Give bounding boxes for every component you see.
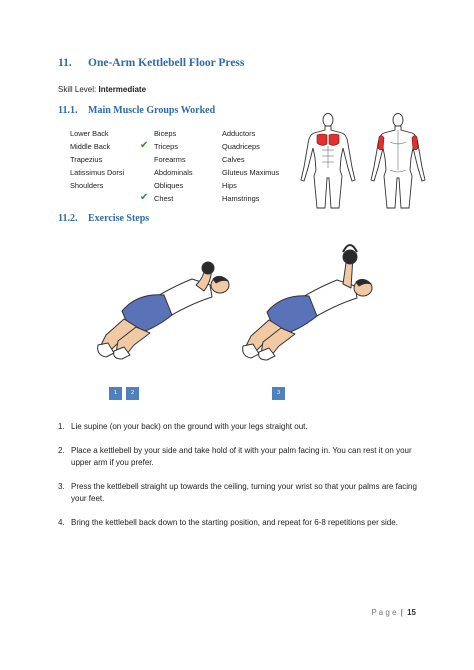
- steps-list: [58, 421, 418, 541]
- step-number: 2.: [58, 446, 65, 455]
- muscle-item: Obliques: [154, 181, 184, 190]
- body-figure-front: [298, 112, 358, 210]
- step-badge: 2: [126, 387, 139, 400]
- step-number: 1.: [58, 422, 65, 431]
- muscle-item: Middle Back: [70, 142, 111, 151]
- muscle-item: Lower Back: [70, 129, 109, 138]
- step-item: [58, 421, 418, 433]
- muscle-column-1: [70, 127, 160, 192]
- step-text: Lie supine (on your back) on the ground with your legs straight out.: [71, 422, 308, 431]
- exercise-illustration-start: [92, 255, 242, 360]
- muscle-item: Adductors: [222, 129, 256, 138]
- exercise-illustration-press: [235, 240, 385, 365]
- step-item: [58, 445, 418, 469]
- check-icon: ✔: [140, 192, 149, 203]
- muscle-item: Shoulders: [70, 181, 104, 190]
- muscle-item: Calves: [222, 155, 245, 164]
- step-text: Place a kettlebell by your side and take hold of it with your palm facing in. You can rest it on your upper arm if you prefer.: [71, 446, 412, 467]
- step-number: 3.: [58, 482, 65, 491]
- page-footer: [371, 608, 416, 617]
- muscles-heading-text: Main Muscle Groups Worked: [88, 105, 216, 116]
- muscle-item: Forearms: [154, 155, 186, 164]
- step-item: [58, 481, 418, 505]
- muscle-item: Gluteus Maximus: [222, 168, 280, 177]
- steps-heading-text: Exercise Steps: [88, 213, 150, 224]
- step-text: Press the kettlebell straight up towards the ceiling, turning your wrist so that your palms are facing your feet.: [71, 482, 417, 503]
- step-number: 4.: [58, 518, 65, 527]
- page-number: 15: [407, 608, 416, 617]
- muscle-item: Biceps: [154, 129, 177, 138]
- kettlebell: [343, 250, 357, 264]
- step-item: [58, 517, 418, 529]
- muscles-heading: [58, 105, 215, 116]
- step-badge: 1: [109, 387, 122, 400]
- body-figure-back: [368, 112, 428, 210]
- section-title-text: One-Arm Kettlebell Floor Press: [88, 57, 245, 69]
- section-title: [58, 57, 244, 69]
- muscle-item: Quadriceps: [222, 142, 260, 151]
- check-icon: ✔: [140, 140, 149, 151]
- footer-separator: |: [400, 608, 403, 617]
- page-label: P a g e: [371, 608, 397, 617]
- section-number: 11.: [58, 57, 72, 69]
- steps-heading-number: 11.2.: [58, 213, 78, 224]
- muscle-item: Hips: [222, 181, 237, 190]
- muscle-item: Trapezius: [70, 155, 103, 164]
- muscle-item: Abdominals: [154, 168, 193, 177]
- step-badge: 3: [272, 387, 285, 400]
- muscle-item: ✔ Triceps: [140, 140, 178, 151]
- muscles-heading-number: 11.1.: [58, 105, 78, 116]
- muscle-item: ✔ Chest: [140, 192, 174, 203]
- skill-level-value: Intermediate: [98, 85, 147, 94]
- skill-level: [58, 85, 146, 94]
- kettlebell: [202, 262, 214, 274]
- steps-heading: [58, 213, 149, 224]
- skill-level-label: Skill Level:: [58, 85, 99, 94]
- step-text: Bring the kettlebell back down to the starting position, and repeat for 6-8 repetitions per side.: [71, 518, 398, 527]
- muscle-item: Hamstrings: [222, 194, 260, 203]
- muscle-item: Latissimus Dorsi: [70, 168, 125, 177]
